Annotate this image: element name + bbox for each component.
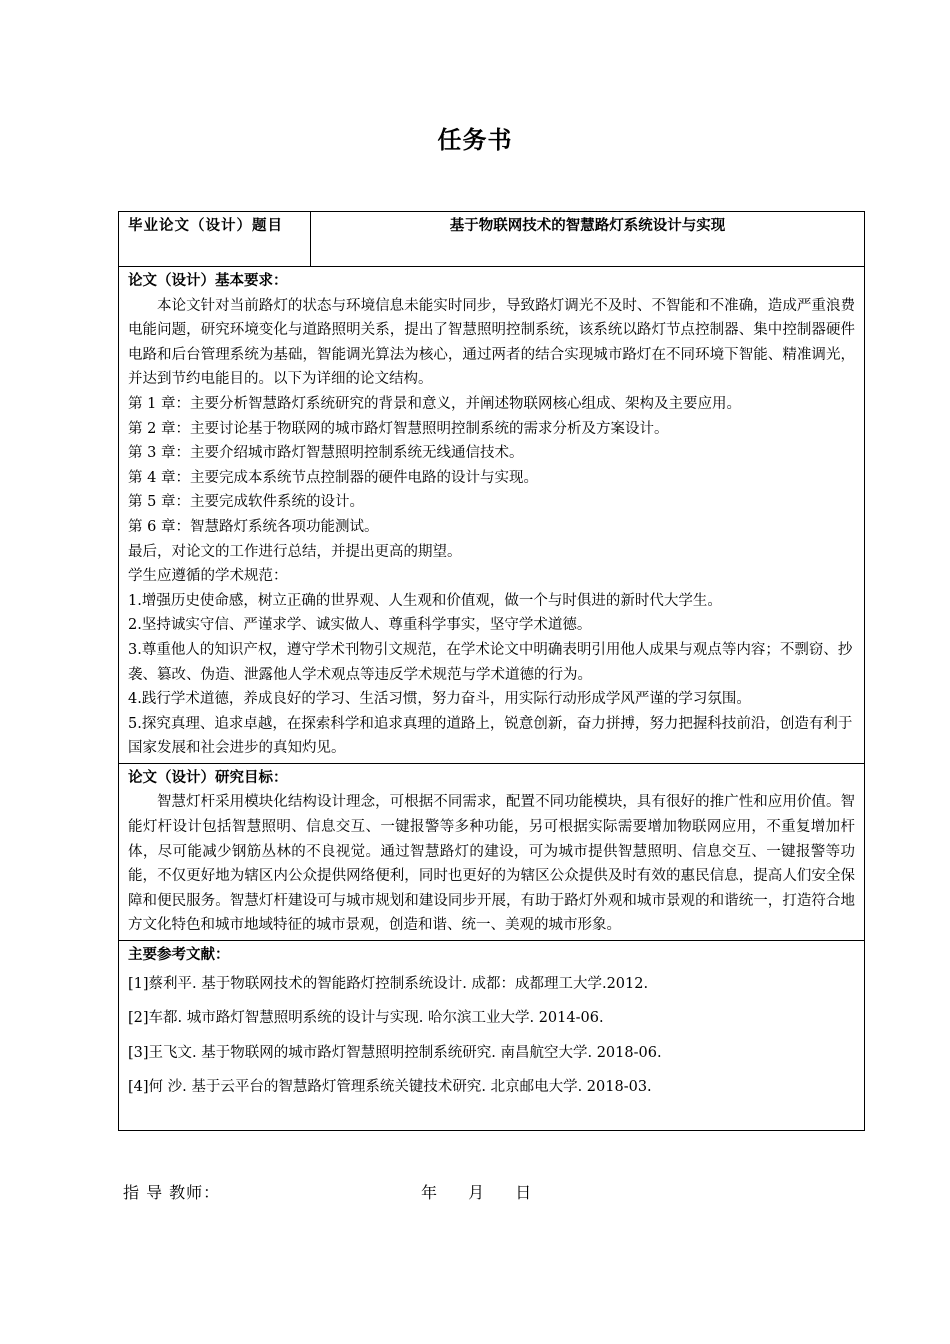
requirements-row (119, 267, 865, 764)
chapter-item: 第 3 章：主要介绍城市路灯智慧照明控制系统无线通信技术。 (128, 445, 524, 462)
topic-label: 毕业论文（设计）题目 (119, 212, 311, 267)
norm-item: 3.尊重他人的知识产权，遵守学术刊物引文规范，在学术论文中明确表明引用他人成果与观点等内容；不剽窃、抄袭、篡改、伪造、泄露他人学术观点等违反学术规范与学术道德的行为。 (128, 641, 853, 683)
references-heading: 主要参考文献： (128, 947, 230, 964)
goals-section (119, 763, 865, 940)
norm-item: 1.增强历史使命感，树立正确的世界观、人生观和价值观，做一个与时俱进的新时代大学生。 (128, 592, 722, 609)
references-row (119, 941, 865, 1131)
conclusion-line: 最后，对论文的工作进行总结，并提出更高的期望。 (128, 543, 462, 560)
topic-row (119, 212, 865, 267)
task-table (118, 211, 865, 1131)
month-label: 月 (468, 1183, 485, 1202)
goals-row (119, 763, 865, 940)
requirements-intro: 本论文针对当前路灯的状态与环境信息未能实时同步，导致路灯调光不及时、不智能和不准确，造成严重浪费电能问题，研究环境变化与道路照明关系，提出了智慧照明控制系统，该系统以路灯节点控制器、集中控制器硬件电路和后台管理系统为基础，智能调光算法为核心，通过两者的结合实现城市路灯在不同环境下智能、精准调光，并达到节约电能目的。以下为详细的论文结构。 (128, 297, 855, 388)
references-section (119, 941, 865, 1131)
topic-title: 基于物联网技术的智慧路灯系统设计与实现 (311, 212, 865, 267)
reference-item: [1]蔡利平. 基于物联网技术的智能路灯控制系统设计. 成都：成都理工大学.2012. (128, 975, 649, 992)
norm-item: 5.探究真理、追求卓越，在探索科学和追求真理的道路上，锐意创新，奋力拼搏，努力把握科技前沿，创造有利于国家发展和社会进步的真知灼见。 (128, 715, 853, 757)
reference-item: [3]王飞文. 基于物联网的城市路灯智慧照明控制系统研究. 南昌航空大学. 2018-06. (128, 1044, 662, 1061)
requirements-section (119, 267, 865, 764)
norm-item: 4.践行学术道德，养成良好的学习、生活习惯，努力奋斗，用实际行动形成学风严谨的学习氛围。 (128, 691, 751, 708)
requirements-heading: 论文（设计）基本要求： (128, 273, 288, 289)
chapter-item: 第 4 章：主要完成本系统节点控制器的硬件电路的设计与实现。 (128, 469, 538, 486)
reference-item: [2]车都. 城市路灯智慧照明系统的设计与实现. 哈尔滨工业大学. 2014-06. (128, 1010, 604, 1027)
norms-heading: 学生应遵循的学术规范： (128, 568, 288, 585)
date-field (421, 1180, 557, 1203)
reference-item: [4]何 沙. 基于云平台的智慧路灯管理系统关键技术研究. 北京邮电大学. 2018-03. (128, 1079, 652, 1096)
chapter-item: 第 5 章：主要完成软件系统的设计。 (128, 494, 364, 511)
chapter-item: 第 2 章：主要讨论基于物联网的城市路灯智慧照明控制系统的需求分析及方案设计。 (128, 420, 669, 437)
chapter-item: 第 1 章：主要分析智慧路灯系统研究的背景和意义，并阐述物联网核心组成、架构及主要应用。 (128, 395, 741, 412)
advisor-label: 指 导 教师： (123, 1183, 221, 1202)
goals-heading: 论文（设计）研究目标： (128, 769, 288, 786)
page-title: 任务书 (437, 126, 513, 154)
day-label: 日 (515, 1183, 532, 1202)
norm-item: 2.坚持诚实守信、严谨求学、诚实做人、尊重科学事实，坚守学术道德。 (128, 617, 592, 634)
goals-text: 智慧灯杆采用模块化结构设计理念，可根据不同需求，配置不同功能模块，具有很好的推广性和应用价值。智能灯杆设计包括智慧照明、信息交互、一键报警等多种功能，另可根据实际需要增加物联网应用，不重复增加杆体，尽可能减少钢筋丛林的不良视觉。通过智慧路灯的建设，可为城市提供智慧照明、信息交互、一键报警等功能，不仅更好地为辖区内公众提供网络便利，同时也更好的为辖区公众提供及时有效的惠民信息，提高人们安全保障和便民服务。智慧灯杆建设可与城市规划和建设同步开展，有助于路灯外观和城市景观的和谐统一，打造符合地方文化特色和城市地域特征的城市景观，创造和谐、统一、美观的城市形象。 (128, 794, 855, 934)
chapter-item: 第 6 章：智慧路灯系统各项功能测试。 (128, 518, 379, 535)
year-label: 年 (421, 1183, 438, 1202)
